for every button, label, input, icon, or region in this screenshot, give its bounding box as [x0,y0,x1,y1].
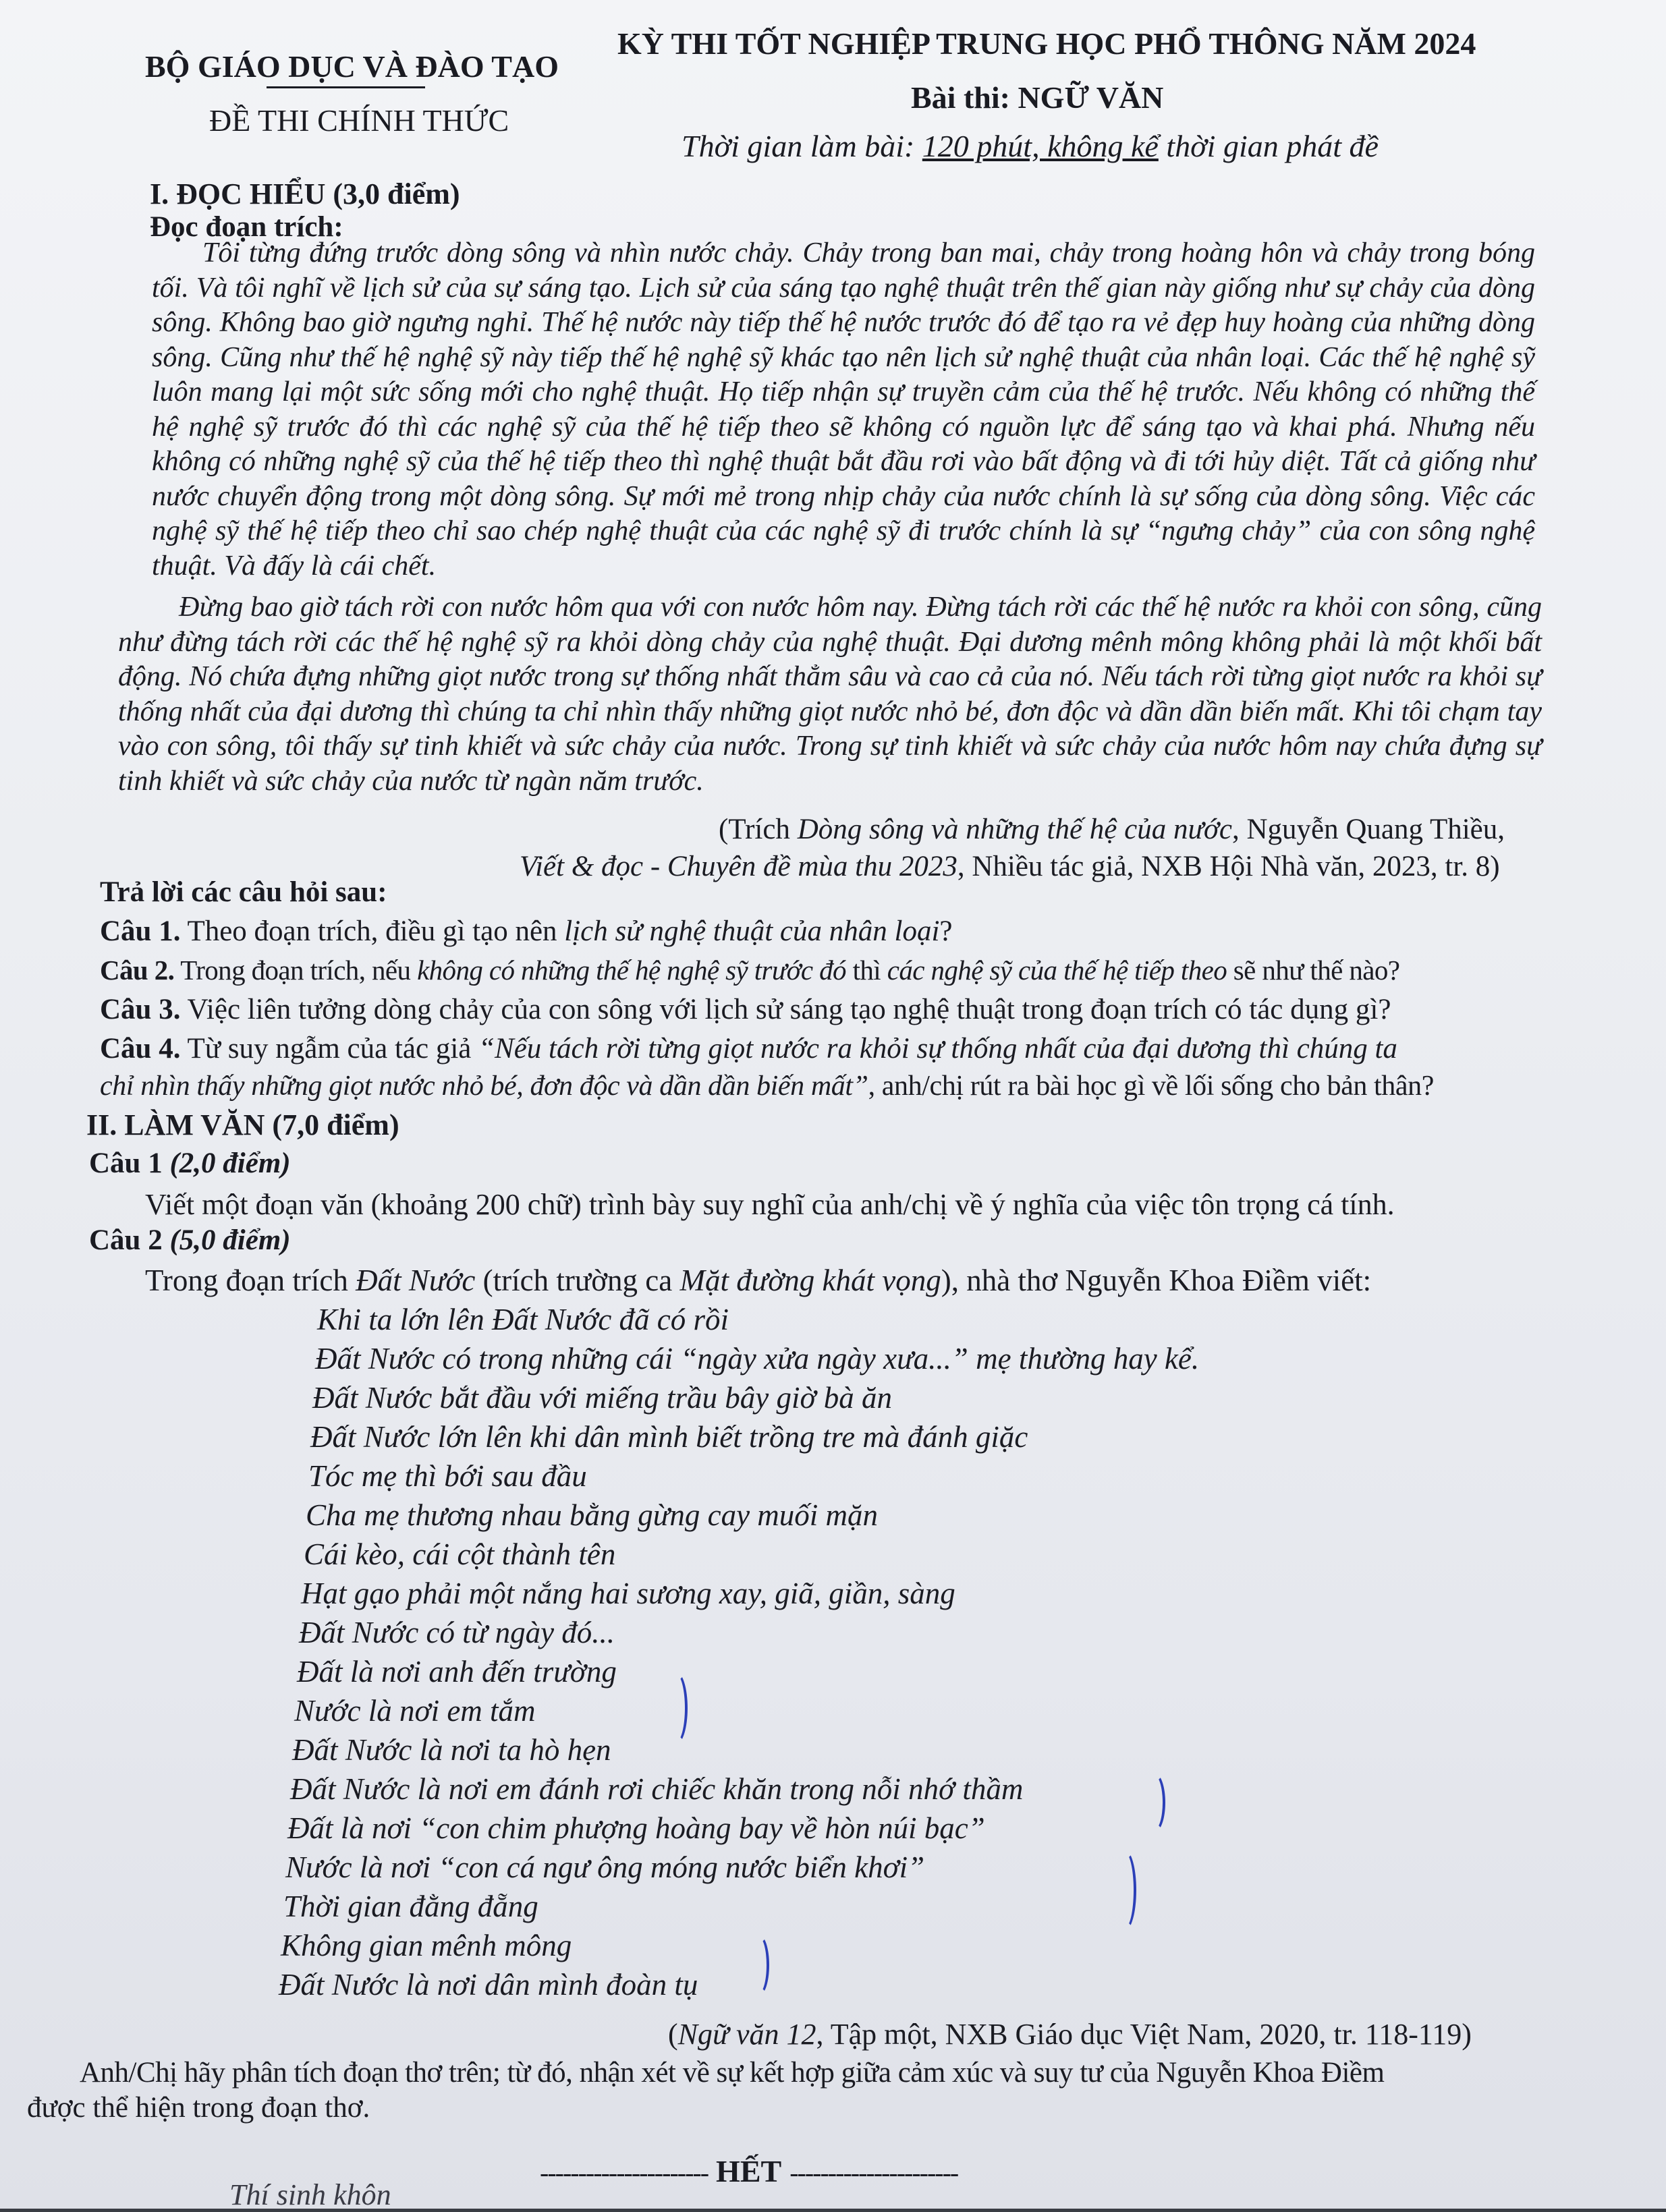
poem-line: Tóc mẹ thì bới sau đầu [308,1459,587,1493]
time-prefix: Thời gian làm bài: [682,129,922,163]
task-line-2: được thể hiện trong đoạn thơ. [27,2092,370,2124]
passage-paragraph-2: Đừng bao giờ tách rời con nước hôm qua với con nước hôm nay. Đừng tách rời các thế hệ nước ra khỏi con sông, cũng như đừng tách rời các thế hệ nghệ sỹ ra khỏi dòng chảy của nghệ thuật. Đại dương mênh mông không phải là một khối bất động. Nó chứa đựng những giọt nước trong sự thống nhất thẳm sâu và cao cả của nó. Nếu tách rời từng giọt nước ra khỏi sự thống nhất của đại dương thì chúng ta chỉ nhìn thấy những giọt nước nhỏ bé, đơn độc và dần dần biến mất. Khi tôi chạm tay vào con sông, tôi thấy sự tinh khiết và sức chảy của nước. Trong sự tinh khiết và sức chảy của nước hôm nay chứa đựng sự tinh khiết và sức chảy của nước từ ngàn năm trước. [118,592,1542,797]
poem-line: Đất là nơi “con chim phượng hoàng bay về hòn núi bạc” [287,1811,985,1845]
question-1 [100,913,953,949]
citation-publisher: , Nhiều tác giả, NXB Hội Nhà văn, 2023, tr. 8) [957,851,1500,882]
question-1-quote: lịch sử nghệ thuật của nhân loại [564,915,940,947]
end-dashes-right: ---------------------- [789,2157,958,2188]
question-4-line-2 [100,1069,1434,1104]
part1-heading: I. ĐỌC HIỂU (3,0 điểm) [150,177,460,210]
poem-line: Hạt gạo phải một nắng hai sương xay, giã, giần, sàng [301,1577,955,1610]
poem-line: Không gian mênh mông [281,1929,572,1962]
intro-c: (trích trường ca [475,1264,680,1297]
essay-question-2-heading [89,1224,291,1257]
citation-author: , Nguyễn Quang Thiều, [1231,814,1505,845]
part2-heading: II. LÀM VĂN (7,0 điểm) [86,1108,399,1141]
essay-q2-points: (5,0 điểm) [169,1224,291,1256]
question-3-text: Việc liên tưởng dòng chảy của con sông với lịch sử sáng tạo nghệ thuật trong đoạn trích có tác dụng gì? [180,994,1391,1025]
question-3-label: Câu 3. [100,994,181,1025]
end-dashes-left: ---------------------- [540,2157,709,2188]
subject-title: Bài thi: NGỮ VĂN [911,80,1164,115]
poem-line: Đất là nơi anh đến trường [297,1655,617,1689]
intro-e: ), nhà thơ Nguyễn Khoa Điềm viết: [941,1264,1372,1297]
poem-line: Nước là nơi em tắm [294,1694,536,1728]
poem-cite-rest: , Tập một, NXB Giáo dục Việt Nam, 2020, tr. 118-119) [816,2018,1472,2051]
time-line [682,128,1379,164]
end-text: HẾT [716,2154,782,2188]
poem-line: Khi ta lớn lên Đất Nước đã có rồi [317,1303,729,1336]
question-2-quote-b: các nghệ sỹ của thế hệ tiếp theo [887,955,1227,986]
question-4-label: Câu 4. [100,1033,181,1065]
pen-bracket-mark [749,1935,769,1995]
pen-bracket-mark [1144,1773,1165,1832]
question-4-text-a: Từ suy ngẫm của tác giả [180,1033,479,1065]
poem-line: Nước là nơi “con cá ngư ông móng nước biển khơi” [285,1850,925,1884]
poem-citation [668,2017,1472,2051]
question-2 [100,953,1399,988]
question-2-quote-a: không có những thế hệ nghệ sỹ trước đó [417,955,846,986]
intro-a: Trong đoạn trích [145,1264,356,1297]
passage-paragraph-1: Tôi từng đứng trước dòng sông và nhìn nước chảy. Chảy trong ban mai, chảy trong hoàng hôn và chảy trong bóng tối. Và tôi nghĩ về lịch sử của sự sáng tạo. Lịch sử của sáng tạo nghệ thuật trên thế gian này giống như sự chảy của dòng sông. Không bao giờ ngưng nghỉ. Thế hệ nước này tiếp thế hệ nước trước đó để tạo ra vẻ đẹp huy hoàng của những dòng sông. Cũng như thế hệ nghệ sỹ này tiếp thế hệ nghệ sỹ khác tạo nên lịch sử nghệ thuật của nhân loại. Các thế hệ nghệ sỹ luôn mang lại một sức sống mới cho nghệ thuật. Họ tiếp nhận sự truyền cảm của thế hệ trước. Nếu không có những thế hệ nghệ sỹ trước đó thì các nghệ sỹ của thế hệ tiếp theo sẽ không có nguồn lực để sáng tạo và khai phá. Nhưng nếu không có những nghệ sỹ của thế hệ tiếp theo thì nghệ thuật bắt đầu rơi vào bất động và đi tới hủy diệt. Tất cả giống như nước chuyển động trong một dòng sông. Sự mới mẻ trong nhịp chảy của nước chính là sự sống của dòng sông. Việc các nghệ sỹ thế hệ tiếp theo chỉ sao chép nghệ thuật của các nghệ sỹ đi trước chính là sự “ngưng chảy” của con sông nghệ thuật. Và đấy là cái chết. [152,237,1535,582]
pen-bracket-mark [665,1672,688,1745]
question-2-label: Câu 2. [100,955,175,986]
intro-work: Đất Nước [356,1264,476,1297]
poem-line: Đất Nước bắt đầu với miếng trầu bây giờ bà ăn [312,1381,893,1415]
candidate-note-partial: Thí sinh khôn [229,2178,391,2211]
exam-title: KỲ THI TỐT NGHIỆP TRUNG HỌC PHỔ THÔNG NĂM 2024 [617,26,1476,61]
poem-line: Cái kèo, cái cột thành tên [304,1537,616,1571]
poem-line: Thời gian đằng đẵng [283,1890,538,1923]
end-marker [540,2153,957,2189]
essay-q1-points: (2,0 điểm) [169,1147,291,1179]
essay-question-1-text: Viết một đoạn văn (khoảng 200 chữ) trình bày suy nghĩ của anh/chị về ý nghĩa của việc tôn trọng cá tính. [145,1188,1395,1221]
poem-line: Cha mẹ thương nhau bằng gừng cay muối mặn [306,1498,879,1532]
poem-line: Đất Nước là nơi ta hò hẹn [292,1733,611,1767]
ministry-underline [267,86,425,88]
answer-label: Trả lời các câu hỏi sau: [100,876,387,908]
citation-collection: Viết & đọc - Chuyên đề mùa thu 2023 [520,851,957,882]
question-1-end: ? [939,915,953,947]
citation-prefix: (Trích [719,814,798,845]
poem-line: Đất Nước có trong những cái “ngày xửa ngày xưa...” mẹ thường hay kể. [315,1342,1200,1376]
citation-work-title: Dòng sông và những thế hệ của nước [797,814,1232,845]
question-4-quote-a: “Nếu tách rời từng giọt nước ra khỏi sự thống nhất của đại dương thì chúng ta [478,1033,1397,1065]
citation-line-1 [719,813,1505,846]
poem-line: Đất Nước là nơi dân mình đoàn tụ [279,1968,698,2002]
question-4-text-b: , anh/chị rút ra bài học gì về lối sống cho bản thân? [868,1071,1434,1102]
task-line-1: Anh/Chị hãy phân tích đoạn thơ trên; từ đó, nhận xét về sự kết hợp giữa cảm xúc và suy tư của Nguyễn Khoa Điềm [80,2057,1385,2089]
question-1-label: Câu 1. [100,915,181,947]
ministry-name: BỘ GIÁO DỤC VÀ ĐÀO TẠO [145,49,559,84]
citation-line-2 [520,850,1500,883]
question-4-line-1 [100,1031,1397,1067]
pen-bracket-mark [1113,1850,1136,1931]
time-underlined: 120 phút, không kể [922,129,1159,163]
read-label: Đọc đoạn trích: [150,211,343,243]
poem-cite-open: ( [668,2018,678,2051]
time-suffix: thời gian phát đề [1158,129,1379,163]
poem-line: Đất Nước lớn lên khi dân mình biết trồng tre mà đánh giặc [310,1420,1028,1454]
question-4-quote-b: chỉ nhìn thấy những giọt nước nhỏ bé, đơn độc và dần dần biến mất” [100,1071,868,1102]
intro-epic: Mặt đường khát vọng [679,1264,941,1297]
question-2-text-b: thì [845,955,887,986]
official-exam-label: ĐỀ THI CHÍNH THỨC [209,103,509,138]
poem-line: Đất Nước là nơi em đánh rơi chiếc khăn trong nỗi nhớ thầm [290,1772,1024,1806]
question-2-text-c: sẽ như thế nào? [1227,955,1400,986]
question-2-text-a: Trong đoạn trích, nếu [174,955,418,986]
essay-question-1-heading [89,1147,291,1180]
poem-cite-book: Ngữ văn 12 [677,2018,816,2051]
essay-question-2-intro [145,1263,1371,1298]
question-3 [100,992,1391,1027]
question-1-text: Theo đoạn trích, điều gì tạo nên [180,915,565,947]
essay-q2-label: Câu 2 [89,1224,170,1256]
poem-line: Đất Nước có từ ngày đó... [299,1616,615,1649]
essay-q1-label: Câu 1 [89,1147,170,1179]
